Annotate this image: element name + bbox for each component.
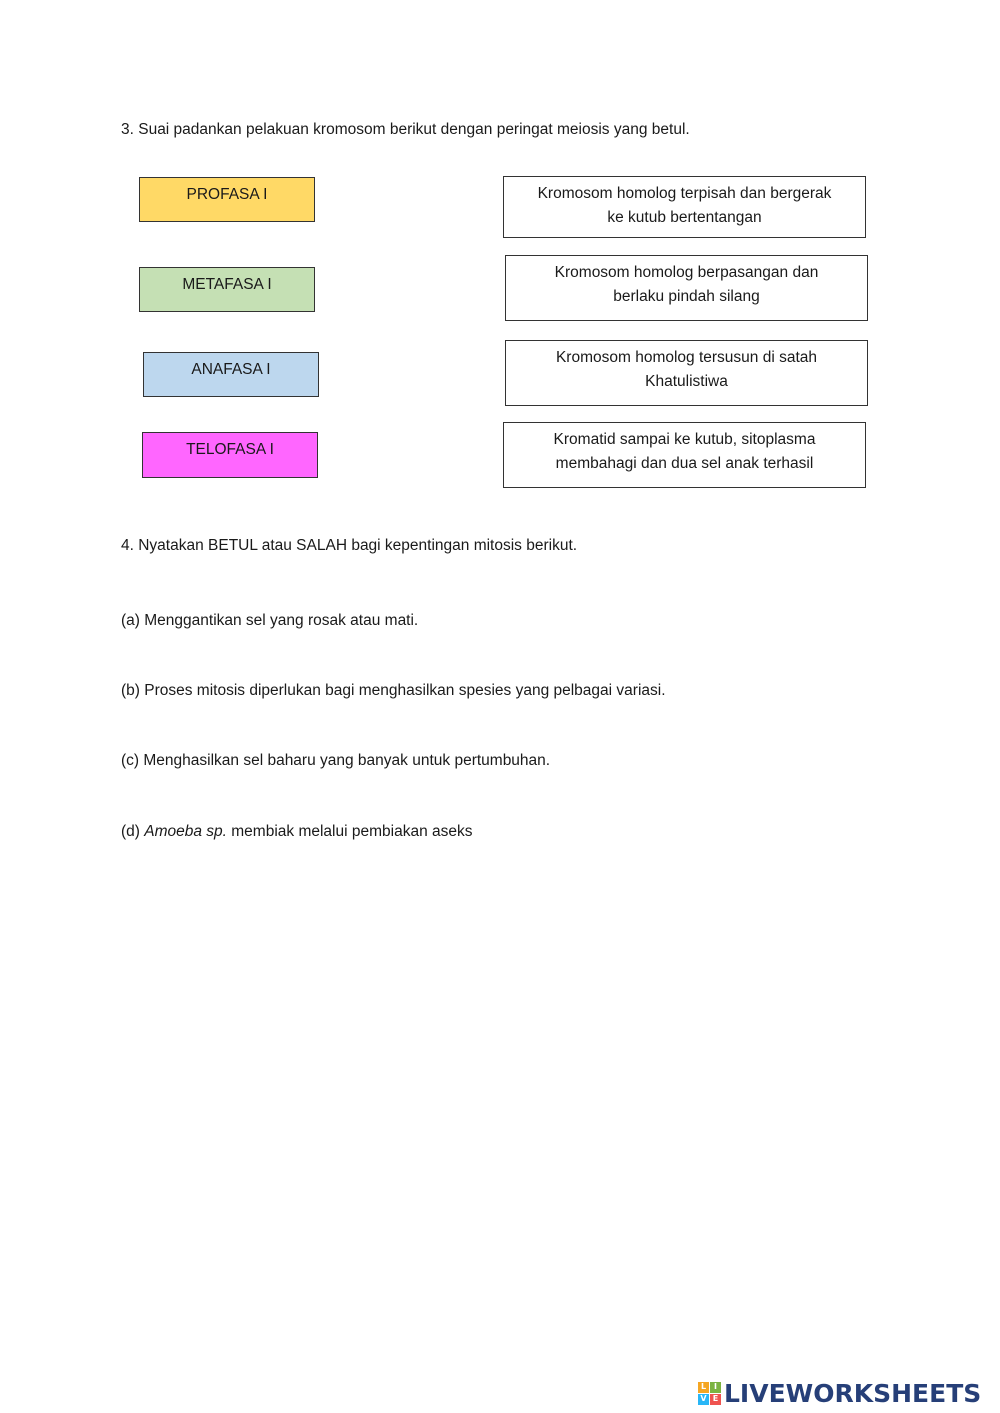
phase-box-metafasa[interactable] xyxy=(139,267,315,312)
description-line: membahagi dan dua sel anak terhasil xyxy=(555,455,814,472)
description-line: ke kutub bertentangan xyxy=(607,209,762,226)
logo-letter: L xyxy=(698,1382,709,1393)
description-box[interactable] xyxy=(505,255,868,321)
statement-a: (a) Menggantikan sel yang rosak atau mati. xyxy=(121,612,419,629)
description-box[interactable] xyxy=(503,422,866,488)
logo-letter: I xyxy=(710,1382,721,1393)
liveworksheets-logo-icon xyxy=(698,1382,721,1405)
description-line: Kromosom homolog tersusun di satah xyxy=(555,349,818,366)
question-4-title: 4. Nyatakan BETUL atau SALAH bagi kepentingan mitosis berikut. xyxy=(121,537,578,554)
description-line: Khatulistiwa xyxy=(645,373,728,390)
description-line: Kromosom homolog terpisah dan bergerak xyxy=(537,185,832,202)
statement-c: (c) Menghasilkan sel baharu yang banyak untuk pertumbuhan. xyxy=(121,752,551,769)
logo-letter: E xyxy=(710,1394,721,1405)
description-line: Kromosom homolog berpasangan dan xyxy=(554,264,819,281)
statement-prefix: (d) xyxy=(121,823,145,840)
description-line: berlaku pindah silang xyxy=(613,288,760,305)
statement-suffix: membiak melalui pembiakan aseks xyxy=(226,823,473,840)
description-box[interactable] xyxy=(505,340,868,406)
liveworksheets-logo xyxy=(698,1378,981,1408)
question-3-title: 3. Suai padankan pelakuan kromosom berikut dengan peringat meiosis yang betul. xyxy=(121,121,690,138)
description-line: Kromatid sampai ke kutub, sitoplasma xyxy=(553,431,816,448)
phase-label: METAFASA I xyxy=(182,276,272,293)
statement-b: (b) Proses mitosis diperlukan bagi menghasilkan spesies yang pelbagai variasi. xyxy=(121,682,666,699)
phase-label: TELOFASA I xyxy=(186,441,274,458)
species-name: Amoeba sp. xyxy=(144,823,227,840)
phase-box-telofasa[interactable] xyxy=(142,432,318,478)
phase-box-profasa[interactable] xyxy=(139,177,315,222)
phase-box-anafasa[interactable] xyxy=(143,352,319,397)
phase-label: ANAFASA I xyxy=(191,361,271,378)
logo-wordmark: LIVEWORKSHEETS xyxy=(724,1378,982,1408)
phase-label: PROFASA I xyxy=(186,186,268,203)
description-box[interactable] xyxy=(503,176,866,238)
logo-letter: V xyxy=(698,1394,709,1405)
statement-d xyxy=(121,823,473,841)
